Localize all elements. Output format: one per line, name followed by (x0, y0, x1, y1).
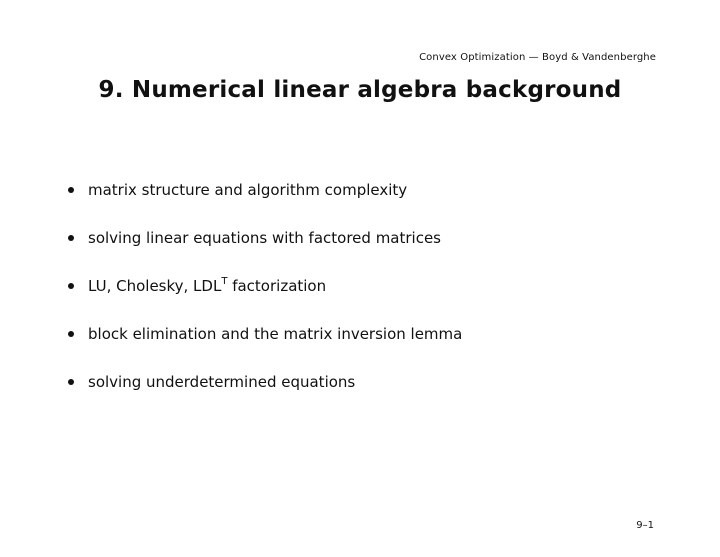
bullet-dot-icon (68, 187, 74, 193)
slide-title: 9. Numerical linear algebra background (98, 77, 622, 103)
transpose-superscript: T (221, 276, 228, 287)
bullet-text-suffix: factorization (227, 277, 327, 295)
slide-header: Convex Optimization — Boyd & Vandenberghe (419, 52, 656, 63)
bullet-text (88, 274, 326, 298)
bullet-dot-icon (68, 283, 74, 289)
bullet-text: matrix structure and algorithm complexity (88, 181, 408, 199)
bullet-dot-icon (68, 235, 74, 241)
bullet-text: block elimination and the matrix inversion lemma (88, 325, 463, 343)
bullet-dot-icon (68, 331, 74, 337)
bullet-text: solving linear equations with factored matrices (88, 229, 441, 247)
page-number: 9–1 (636, 520, 654, 531)
bullet-text-main: LU, Cholesky, LDL (88, 277, 222, 295)
bullet-text: solving underdetermined equations (88, 373, 356, 391)
bullet-dot-icon (68, 379, 74, 385)
